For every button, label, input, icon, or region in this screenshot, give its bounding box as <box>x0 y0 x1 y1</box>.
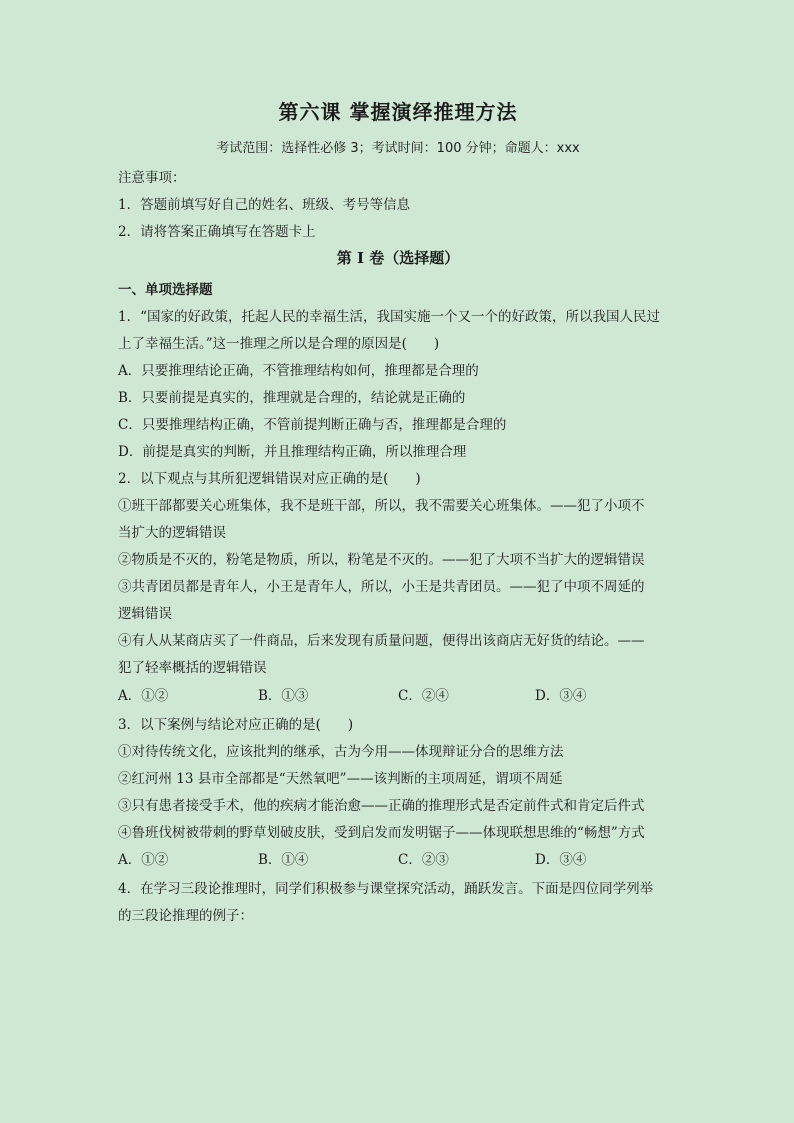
q3-stem: 3．以下案例与结论对应正确的是( ) <box>118 717 354 733</box>
q3-option-c: C．②③ <box>398 852 449 868</box>
q1-stem-line: 上了幸福生活。”这一推理之所以是合理的原因是( ) <box>118 336 440 352</box>
exam-meta: 考试范围：选择性必修 3；考试时间：100 分钟；命题人：xxx <box>216 141 580 156</box>
volume-title: 第 I 卷（选择题） <box>336 249 460 267</box>
notes-item: 2．请将答案正确填写在答题卡上 <box>118 224 316 240</box>
section-title: 一、单项选择题 <box>118 282 213 298</box>
q1-stem-line: 1．“国家的好政策，托起人民的幸福生活，我国实施一个又一个的好政策，所以我国人民过 <box>118 309 660 325</box>
q1-option-d: D．前提是真实的判断，并且推理结构正确，所以推理合理 <box>118 444 467 460</box>
q3-statement-line: ③只有患者接受手术，他的疾病才能治愈——正确的推理形式是否定前件式和肯定后件式 <box>118 798 645 814</box>
q2-statement-line: ①班干部都要关心班集体，我不是班干部，所以，我不需要关心班集体。——犯了小项不 <box>118 498 645 514</box>
q2-option-b: B．①③ <box>258 688 309 704</box>
q2-statement-line: 当扩大的逻辑错误 <box>118 525 226 541</box>
q2-statement-line: ②物质是不灭的，粉笔是物质，所以，粉笔是不灭的。——犯了大项不当扩大的逻辑错误 <box>118 552 645 568</box>
q2-option-d: D．③④ <box>535 688 587 704</box>
q3-statement-line: ①对待传统文化，应该批判的继承，古为今用——体现辩证分合的思维方法 <box>118 744 564 760</box>
q2-statement-line: 犯了轻率概括的逻辑错误 <box>118 660 267 676</box>
q3-option-d: D．③④ <box>535 852 587 868</box>
q3-option-a: A．①② <box>118 852 169 868</box>
page-title: 第六课 掌握演绎推理方法 <box>278 100 518 124</box>
notes-item: 1．答题前填写好自己的姓名、班级、考号等信息 <box>118 197 411 213</box>
q2-option-a: A．①② <box>118 688 169 704</box>
notes-heading: 注意事项： <box>118 170 186 186</box>
q3-statement-line: ②红河州 13 县市全部都是“天然氧吧”——该判断的主项周延，谓项不周延 <box>118 771 563 787</box>
q2-statement-line: 逻辑错误 <box>118 606 172 622</box>
q3-statement-line: ④鲁班伐树被带刺的野草划破皮肤，受到启发而发明锯子——体现联想思维的“畅想”方式 <box>118 825 645 841</box>
q4-stem-line: 4．在学习三段论推理时，同学们积极参与课堂探究活动，踊跃发言。下面是四位同学列举 <box>118 881 654 897</box>
q2-option-c: C．②④ <box>398 688 449 704</box>
q2-statement-line: ③共青团员都是青年人，小王是青年人，所以，小王是共青团员。——犯了中项不周延的 <box>118 579 645 595</box>
q1-option-b: B．只要前提是真实的，推理就是合理的，结论就是正确的 <box>118 390 466 406</box>
q2-stem: 2．以下观点与其所犯逻辑错误对应正确的是( ) <box>118 471 421 487</box>
q2-statement-line: ④有人从某商店买了一件商品，后来发现有质量问题，便得出该商店无好货的结论。—— <box>118 633 645 649</box>
q1-option-a: A．只要推理结论正确，不管推理结构如何，推理都是合理的 <box>118 363 479 379</box>
q4-stem-line: 的三段论推理的例子： <box>118 908 253 924</box>
q1-option-c: C．只要推理结构正确，不管前提判断正确与否，推理都是合理的 <box>118 417 507 433</box>
q3-option-b: B．①④ <box>258 852 309 868</box>
